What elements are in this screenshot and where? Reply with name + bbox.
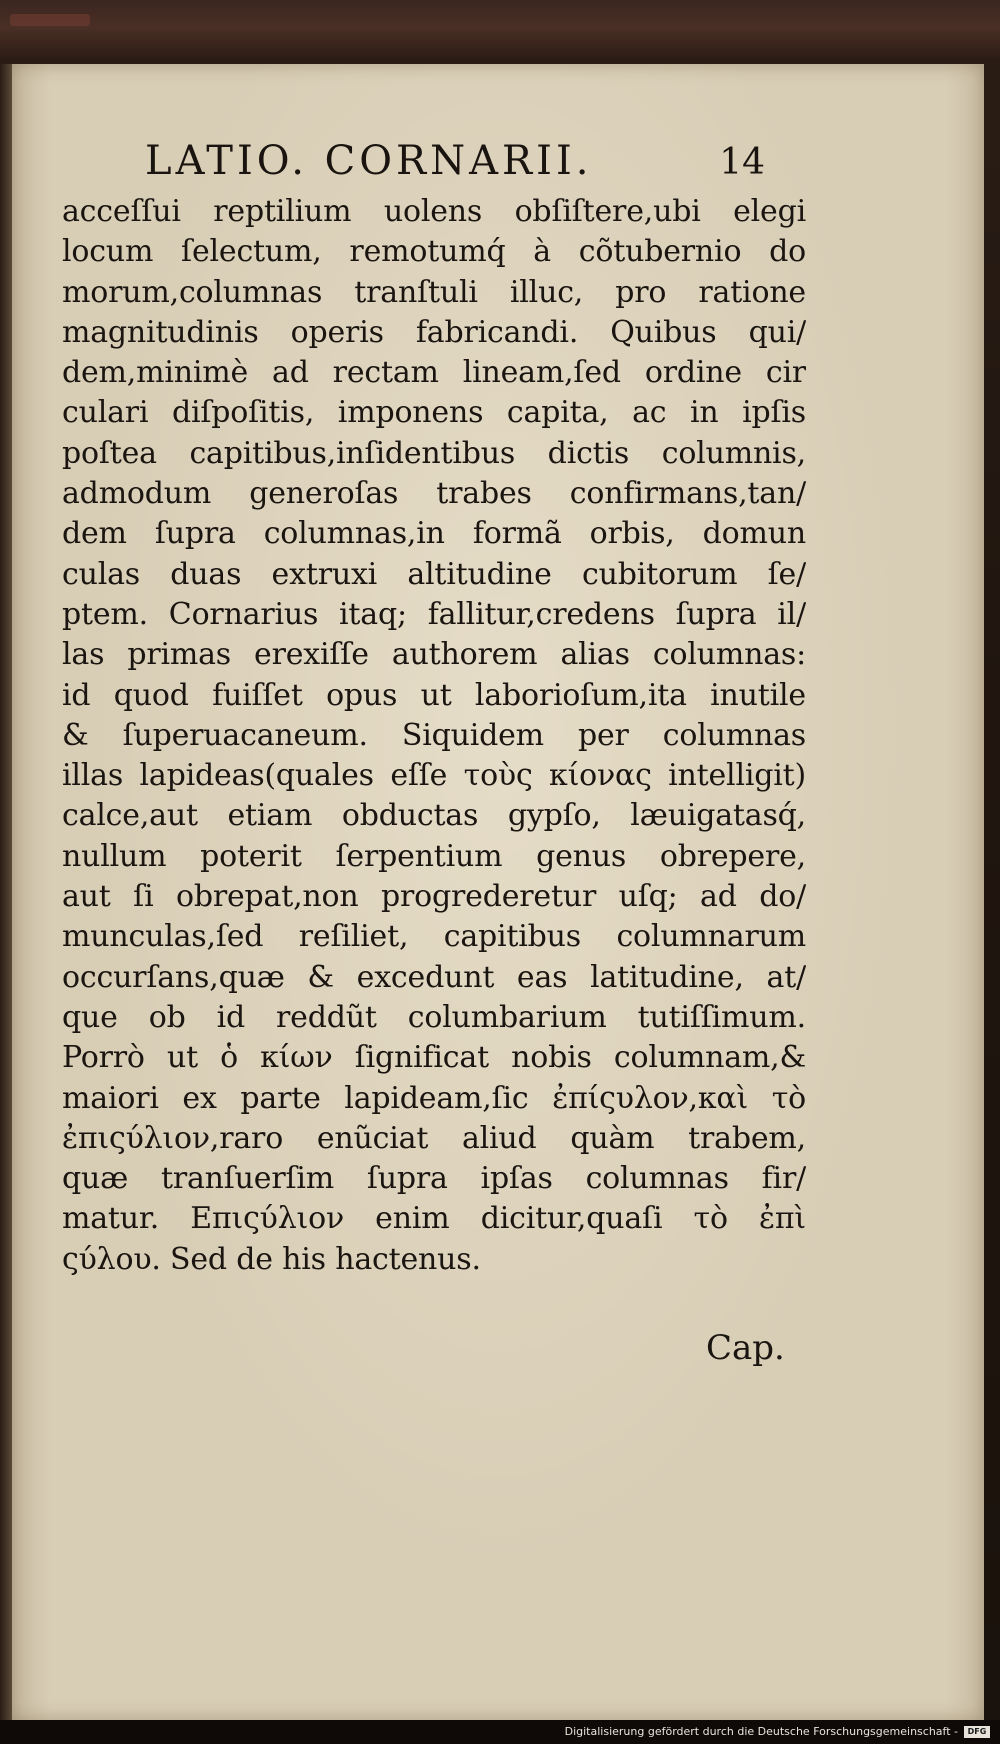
text-line: dem,minimè ad rectam lineam,ſed ordine cir [62,355,806,391]
text-line: magnitudinis operis fabricandi. Quibus qui/ [62,314,806,350]
body-text [62,192,806,1280]
page-header [145,138,765,194]
text-line: matur. Επιςύλιον enim dicitur,quaſi τὸ ἐπὶ [62,1201,806,1237]
running-head: LATIO. CORNARII. [145,138,593,184]
text-line: munculas,ſed reſiliet, capitibus columnarum [62,919,806,955]
text-line: culas duas extruxi altitudine cubitorum ſe/ [62,556,806,592]
text-line: morum,columnas tranſtuli illuc, pro ratione [62,274,806,310]
text-line: calce,aut etiam obductas gypſo, læuigatasq́, [62,798,806,834]
digitization-credit: Digitalisierung gefördert durch die Deutsche Forschungsgemeinschaft - [564,1725,958,1738]
text-line: nullum poterit ſerpentium genus obrepere, [62,838,806,874]
book-edge-top [0,0,1000,60]
dfg-logo: DFG [964,1726,990,1738]
text-line: occurſans,quæ & excedunt eas latitudine, at/ [62,959,806,995]
text-line-last: ςύλου. Sed de his hactenus. [62,1241,481,1277]
text-line: illas lapideas(quales eſſe τοὺς κίονας intelligit) [62,758,806,794]
text-line: maiori ex parte lapideam,ſic ἐπίςυλον,καὶ τὸ [62,1080,806,1116]
text-line: acceſſui reptilium uolens obſiſtere,ubi elegi [62,194,806,229]
text-line: admodum generoſas trabes confirmans,tan/ [62,476,806,512]
text-line: que ob id reddũt columbarium tutiſſimum. [62,999,806,1035]
text-line: locum ſelectum, remotumq́ à cõtubernio do [62,234,806,270]
text-line: ἐπιςύλιον,raro enũciat aliud quàm trabem, [62,1120,806,1156]
text-line: las primas erexiſſe authorem alias columnas: [62,637,806,673]
text-line: ptem. Cornarius itaq; fallitur,credens ſupra il/ [62,596,806,632]
catchword: Cap. [706,1328,785,1368]
text-line: aut ſi obrepat,non progrederetur uſq; ad do/ [62,879,806,915]
text-line: & ſuperuacaneum. Siquidem per columnas [62,717,806,753]
text-line: id quod fuiſſet opus ut laborioſum,ita inutile [62,677,806,713]
text-line: culari diſpoſitis, imponens capita, ac in ipſis [62,395,806,431]
text-line: quæ tranſuerſim ſupra ipſas columnas fir/ [62,1161,806,1197]
book-edge-left [0,64,12,1720]
text-line: Porrò ut ὁ κίων ſignificat nobis columnam,& [62,1040,806,1076]
text-line: dem ſupra columnas,in formã orbis, domun [62,516,806,552]
page-number: 14 [719,142,765,183]
text-line: poſtea capitibus,inſidentibus dictis columnis, [62,435,806,471]
